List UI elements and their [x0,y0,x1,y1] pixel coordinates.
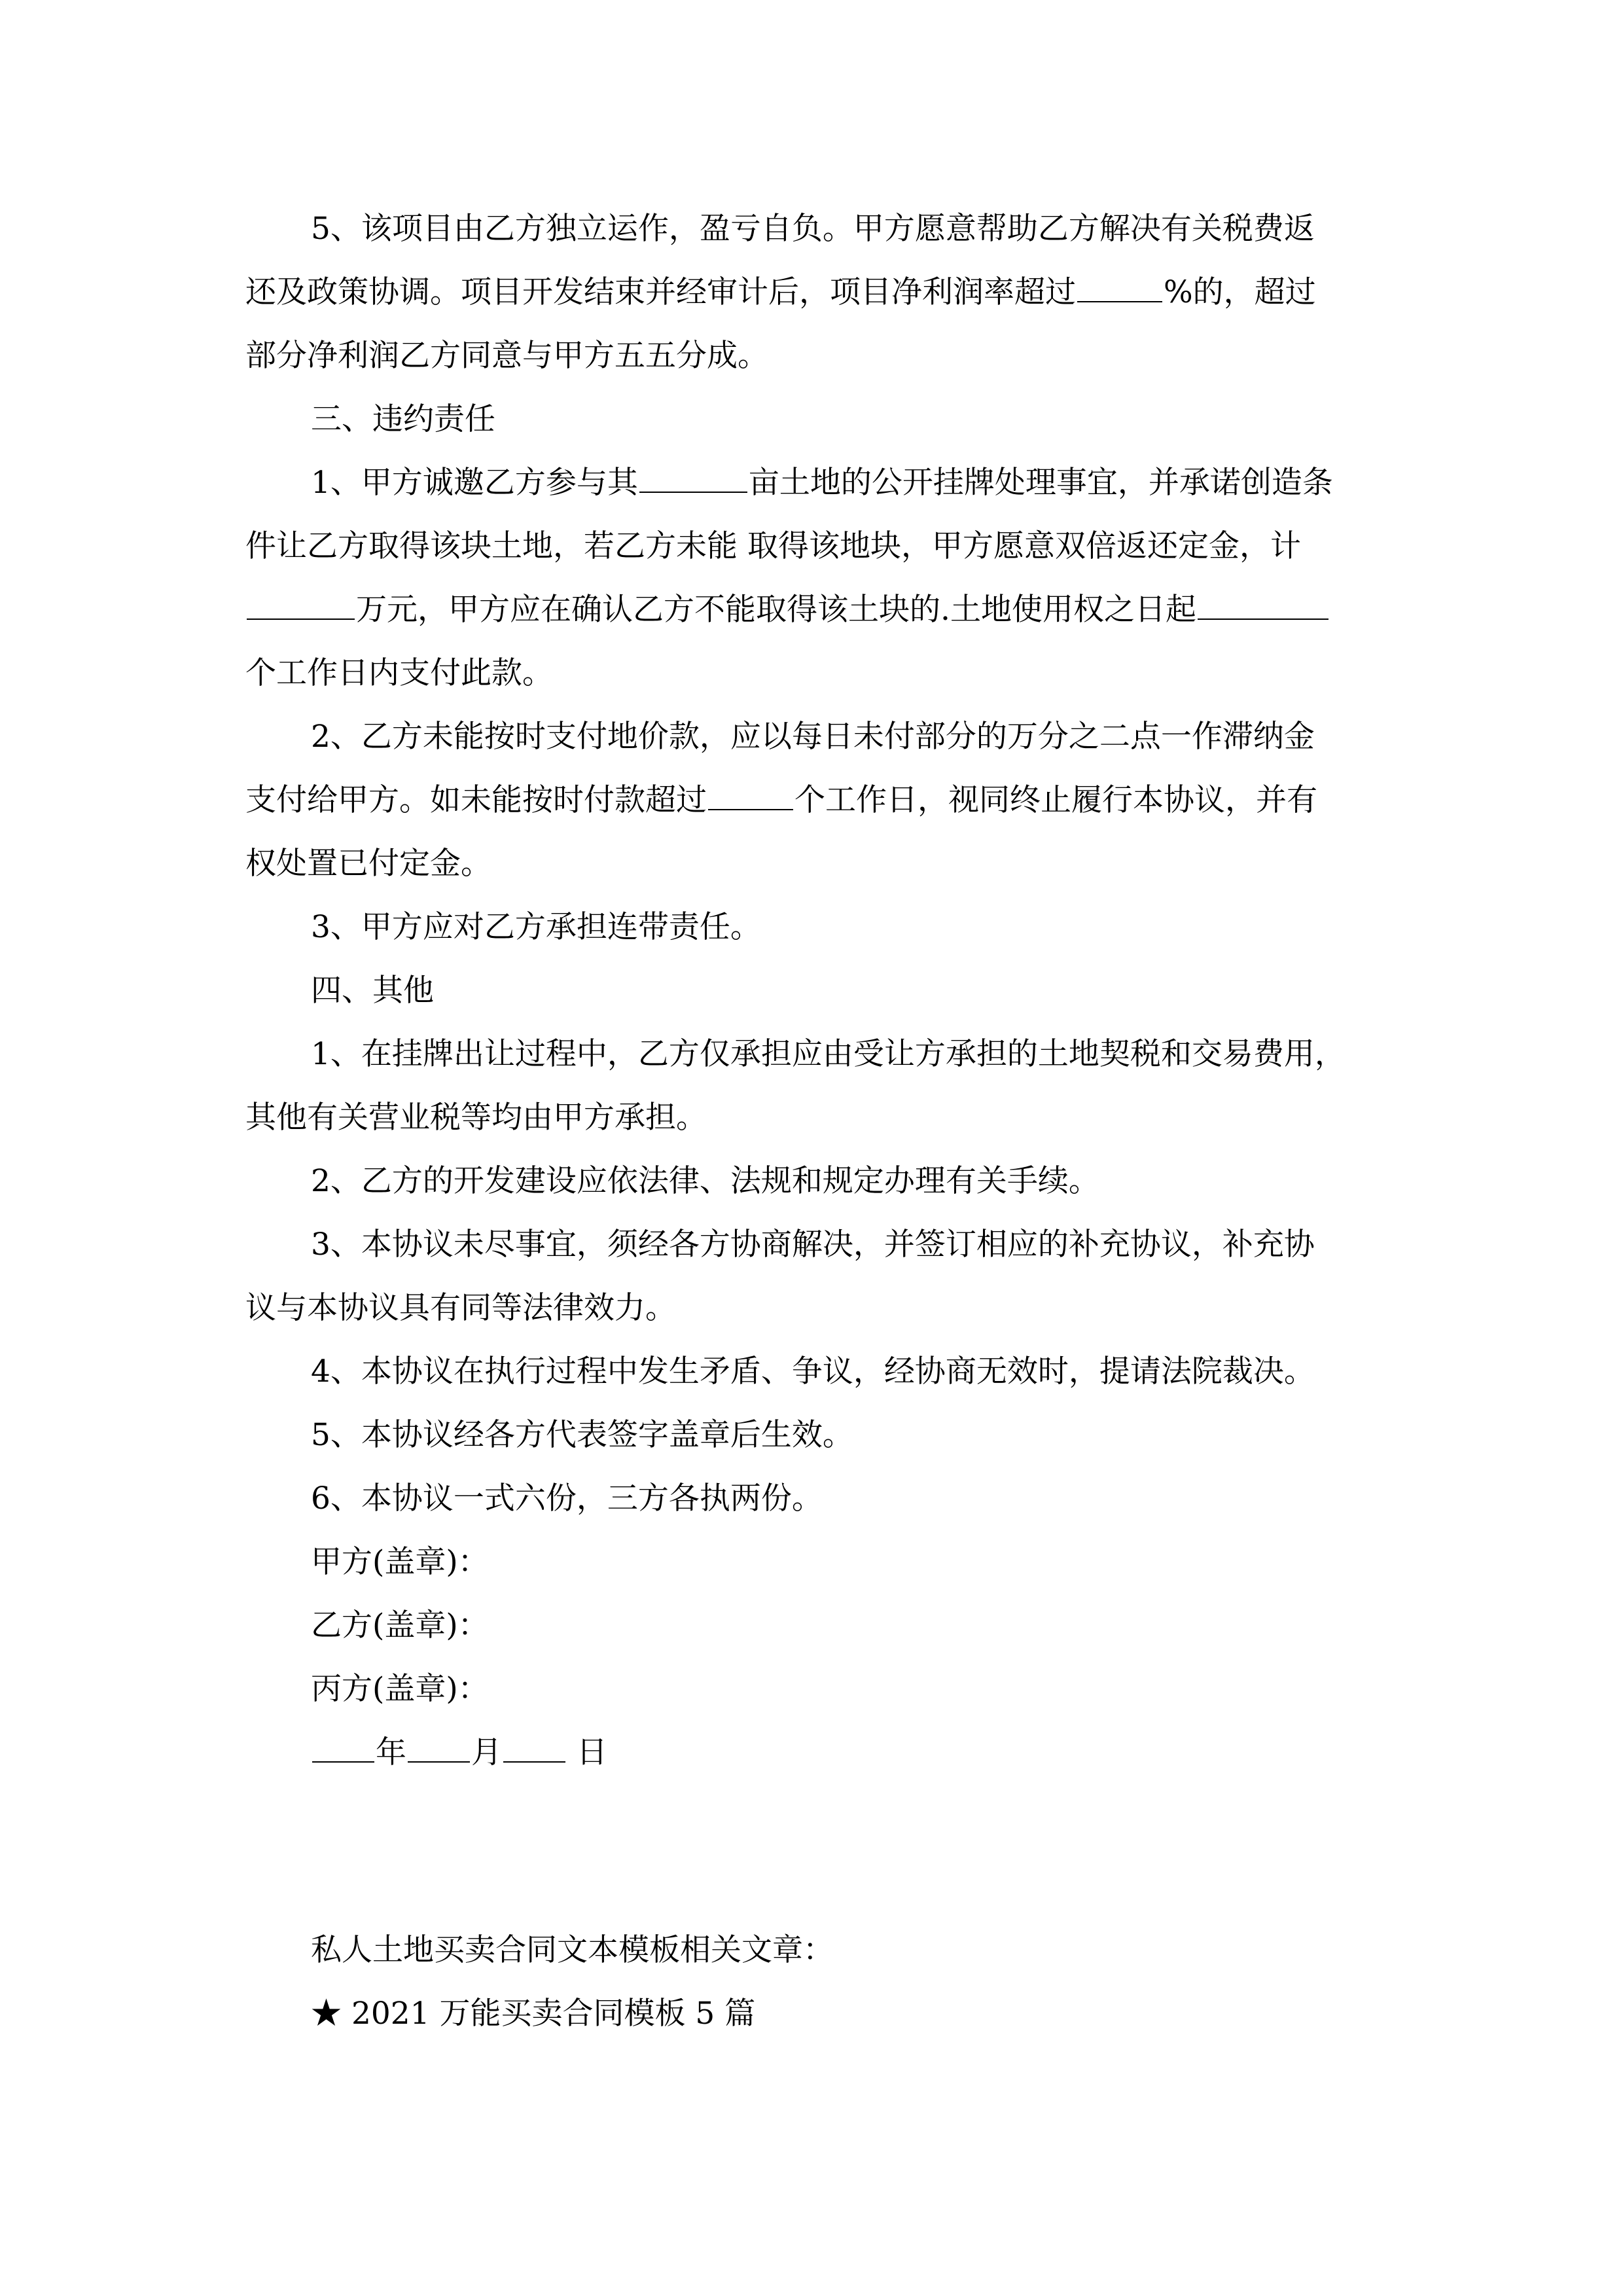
s3-p2-line-2-text-b: 个工作日，视同终止履行本协议，并有 [794,782,1317,818]
signature-party-a: 甲方(盖章)： [311,1544,489,1580]
fill-blank-year [312,1735,374,1763]
fill-blank-profit-rate [1077,275,1162,302]
s3-p2-line-2 [245,781,1317,820]
s4-p3-line-2: 议与本协议具有同等法律效力。 [245,1290,676,1326]
fill-blank-days [1198,592,1329,620]
s3-p2-line-1: 2、乙方未能按时支付地价款，应以每日未付部分的万分之二点一作滞纳金 [311,719,1315,755]
section-4-title: 四、其他 [311,973,434,1009]
p5-line-3: 部分净利润乙方同意与甲方五五分成。 [245,338,768,374]
s3-p1-line-1-text-a: 1、甲方诚邀乙方参与其 [311,465,638,501]
signature-date [311,1733,607,1772]
s4-p4: 4、本协议在执行过程中发生矛盾、争议，经协商无效时，提请法院裁决。 [311,1354,1315,1390]
p5-line-2 [245,273,1316,312]
section-3-title: 三、违约责任 [311,401,495,437]
related-articles-title: 私人土地买卖合同文本模板相关文章： [311,1932,834,1968]
s4-p2: 2、乙方的开发建设应依法律、法规和规定办理有关手续。 [311,1163,1099,1199]
date-month-label: 月 [471,1734,502,1770]
related-article-link[interactable]: ★ 2021 万能买卖合同模板 5 篇 [311,1996,756,2032]
p5-line-2-text-b: %的，超过 [1164,274,1316,310]
date-day-label: 日 [576,1734,607,1770]
s4-p1-line-2: 其他有关营业税等均由甲方承担。 [245,1100,707,1136]
s3-p1-line-3-text: 万元，甲方应在确认乙方不能取得该土块的.土地使用权之日起 [356,592,1196,628]
s3-p1-line-1-text-b: 亩土地的公开挂牌处理事宜，并承诺创造条 [748,465,1333,501]
s3-p2-line-3: 权处置已付定金。 [245,846,491,882]
p5-line-1: 5、该项目由乙方独立运作，盈亏自负。甲方愿意帮助乙方解决有关税费返 [311,211,1315,247]
s4-p5: 5、本协议经各方代表签字盖章后生效。 [311,1417,853,1453]
s3-p3: 3、甲方应对乙方承担连带责任。 [311,909,761,945]
fill-blank-month [408,1735,470,1763]
s3-p1-line-4: 个工作日内支付此款。 [245,655,553,691]
signature-party-b: 乙方(盖章)： [311,1607,489,1643]
fill-blank-acreage [639,465,747,493]
fill-blank-amount [247,592,355,620]
fill-blank-day [503,1735,565,1763]
date-year-label: 年 [376,1734,406,1770]
s4-p6: 6、本协议一式六份，三方各执两份。 [311,1480,823,1516]
s4-p3-line-1: 3、本协议未尽事宜，须经各方协商解决，并签订相应的补充协议，补充协 [311,1227,1315,1263]
s3-p1-line-3 [245,590,1330,630]
s3-p1-line-1 [311,463,1333,503]
fill-blank-overdue-days [708,783,793,810]
s3-p1-line-2: 件让乙方取得该块土地，若乙方未能 取得该地块，甲方愿意双倍返还定金，计 [245,528,1301,564]
s4-p1-line-1: 1、在挂牌出让过程中，乙方仅承担应由受让方承担的土地契税和交易费用， [311,1036,1346,1072]
p5-line-2-text-a: 还及政策协调。项目开发结束并经审计后，项目净利润率超过 [245,274,1076,310]
s3-p2-line-2-text-a: 支付给甲方。如未能按时付款超过 [245,782,707,818]
signature-party-c: 丙方(盖章)： [311,1671,489,1707]
